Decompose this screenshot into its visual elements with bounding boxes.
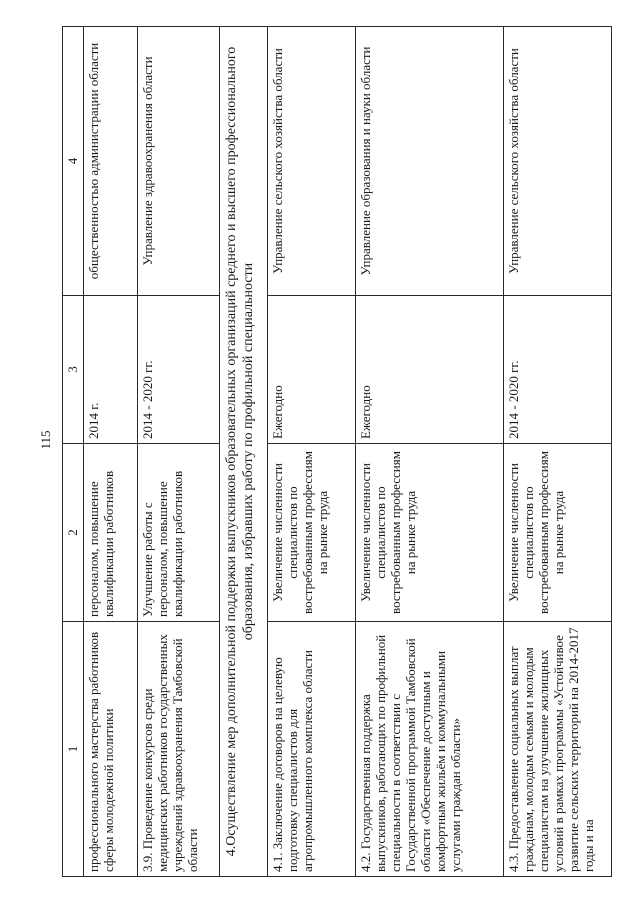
section-heading: 4.Осуществление мер дополнительной поддержки выпускников образовательных организаций среднего и высшего профессионального образования, избравших работу по профильной специальности	[220, 27, 268, 877]
responsible-cell: общественностью администрации области	[84, 27, 138, 296]
header-cell-1: 1	[63, 622, 84, 877]
table-row	[84, 27, 138, 877]
table-row	[268, 27, 356, 877]
result-cell: персоналом, повышение квалификации работников	[84, 444, 138, 622]
table-row	[138, 27, 220, 877]
result-cell: Улучшение работы с персоналом, повышение квалификации работников	[138, 444, 220, 622]
term-cell: 2014 г.	[84, 296, 138, 444]
header-row	[63, 27, 84, 877]
header-cell-2: 2	[63, 444, 84, 622]
section-row	[220, 27, 268, 877]
responsible-cell: Управление образования и науки области	[356, 27, 504, 296]
table-row	[356, 27, 504, 877]
result-cell: Увеличение численности специалистов по востребованным профессиям на рынке труда	[504, 444, 612, 622]
page-number: 115	[38, 430, 53, 450]
term-cell: Ежегодно	[268, 296, 356, 444]
measure-cell: 4.2. Государственная поддержка выпускников, работающих по профильной специальности в соответствии с Государственной программой Тамбовской области «Обеспечение доступным и комфортным жильём и коммунальными услугами граждан области»	[356, 622, 504, 877]
measure-cell: 4.3. Предоставление социальных выплат гражданам, молодым семьям и молодым специалистам на улучшение жилищных условий в рамках программы «Устойчивое развитие сельских территорий на 2014-2017 годы и на	[504, 622, 612, 877]
result-cell: Увеличение численности специалистов по востребованным профессиям на рынке труда	[356, 444, 504, 622]
responsible-cell: Управление сельского хозяйства области	[268, 27, 356, 296]
term-cell: Ежегодно	[356, 296, 504, 444]
responsible-cell: Управление сельского хозяйства области	[504, 27, 612, 296]
responsible-cell: Управление здравоохранения области	[138, 27, 220, 296]
result-cell: Увеличение численности специалистов по востребованным профессиям на рынке труда	[268, 444, 356, 622]
header-cell-3: 3	[63, 296, 84, 444]
measure-cell: 4.1. Заключение договоров на целевую подготовку специалистов для агропромышленного комплекса области	[268, 622, 356, 877]
table-rotator	[62, 27, 596, 877]
table-row	[504, 27, 612, 877]
term-cell: 2014 - 2020 гг.	[138, 296, 220, 444]
term-cell: 2014 - 2020 гг.	[504, 296, 612, 444]
measures-table	[62, 26, 612, 877]
measure-cell: 3.9. Проведение конкурсов среди медицинских работников государственных учреждений здравоохранения Тамбовской области	[138, 622, 220, 877]
header-cell-4: 4	[63, 27, 84, 296]
rotated-table-sheet	[62, 27, 596, 877]
measure-cell: профессионального мастерства работников сферы молодежной политики	[84, 622, 138, 877]
